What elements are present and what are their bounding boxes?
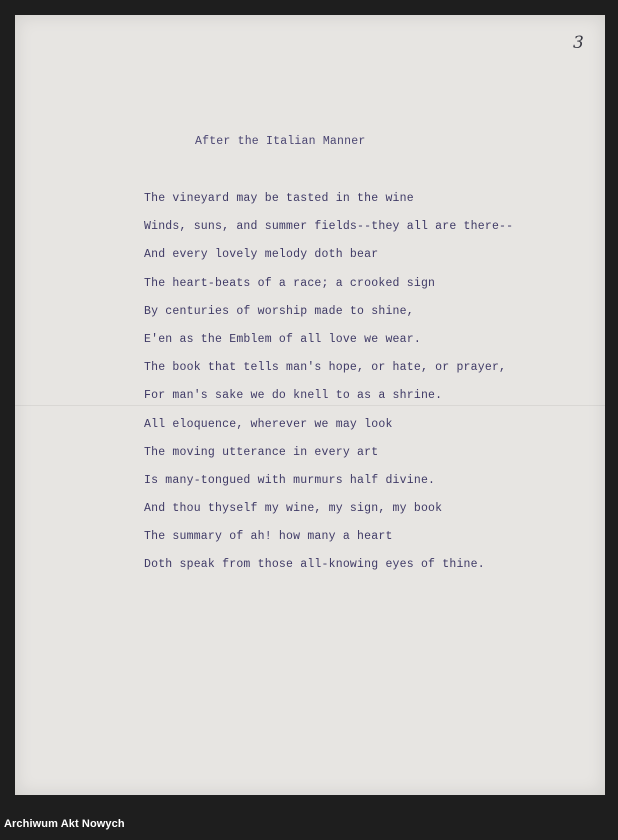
- poem-line: Doth speak from those all-knowing eyes of thine.: [144, 558, 485, 572]
- poem-line: E'en as the Emblem of all love we wear.: [144, 332, 421, 346]
- poem-line: The vineyard may be tasted in the wine: [144, 192, 414, 205]
- poem-title: After the Italian Manner: [195, 135, 366, 148]
- poem-line: The book that tells man's hope, or hate, or prayer,: [144, 361, 507, 375]
- poem-line: The summary of ah! how many a heart: [144, 530, 393, 544]
- poem-body: [144, 192, 513, 587]
- poem-line: And thou thyself my wine, my sign, my book: [144, 502, 443, 516]
- document-page: [15, 15, 605, 795]
- poem-line: All eloquence, wherever we may look: [144, 417, 393, 431]
- archive-name: Archiwum Akt Nowych: [4, 818, 125, 830]
- poem-line: The moving utterance in every art: [144, 445, 379, 459]
- poem-line: And every lovely melody doth bear: [144, 248, 379, 262]
- page-number: 3: [573, 33, 584, 53]
- poem-line: For man's sake we do knell to as a shrine.: [144, 389, 443, 403]
- poem-line: By centuries of worship made to shine,: [144, 304, 414, 318]
- poem-line: The heart-beats of a race; a crooked sign: [144, 276, 436, 290]
- poem-line: Is many-tongued with murmurs half divine.: [144, 473, 436, 487]
- poem-line: Winds, suns, and summer fields--they all are there--: [144, 220, 514, 234]
